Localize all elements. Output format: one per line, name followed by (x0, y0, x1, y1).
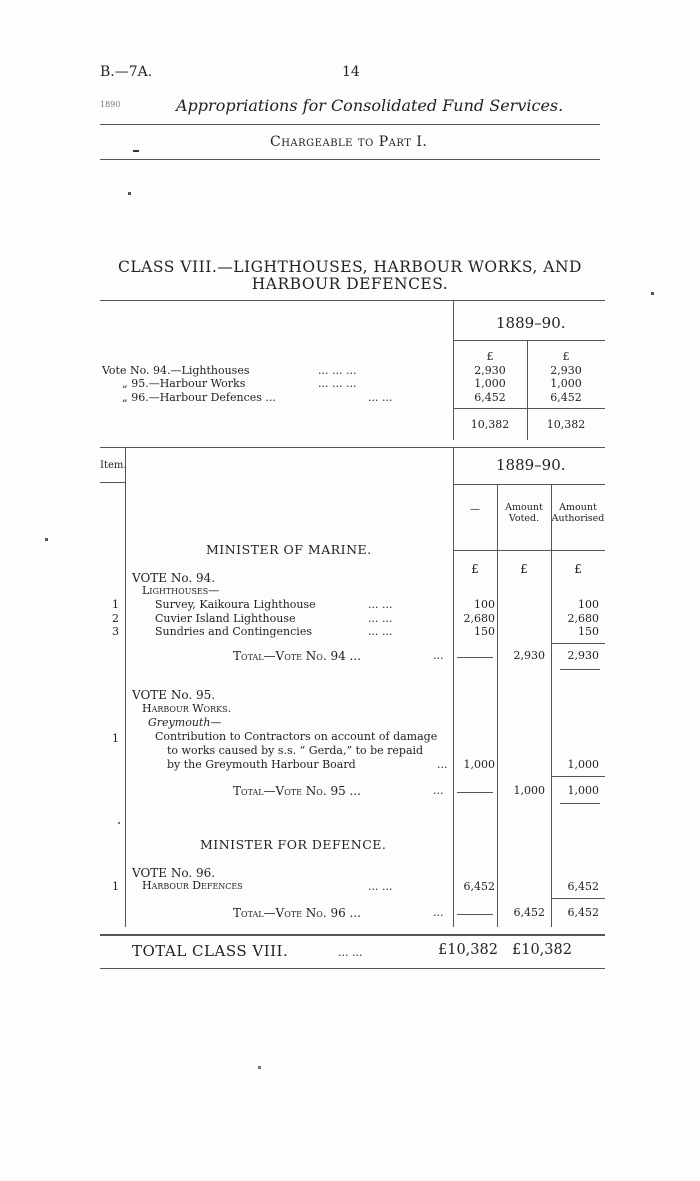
item-dots: ... ... (368, 598, 393, 611)
vote95-description-3: by the Greymouth Harbour Board (167, 758, 356, 771)
vote96-total-label: Total—Vote No. 96 ... (233, 906, 361, 920)
vote95-subheading: Harbour Works. (142, 702, 232, 715)
detail-year-rule (453, 484, 605, 485)
currency-marker: £ (520, 562, 528, 576)
header-rule-1 (100, 124, 600, 125)
page-subtitle: Chargeable to Part I. (270, 134, 428, 150)
item-header: Item. (100, 460, 127, 471)
column-header-rule (453, 550, 605, 551)
page-title: Appropriations for Consolidated Fund Services. (176, 96, 564, 115)
scan-speck (45, 538, 48, 541)
detail-year: 1889–90. (496, 456, 566, 474)
amount-authorised-header-1: Amount (559, 502, 597, 513)
vote94-subheading: Lighthouses— (142, 584, 220, 597)
item-dots: ... ... (368, 625, 393, 638)
amount-authorised-header-2: Authorised (551, 513, 605, 524)
summary-row-dots: ... ... ... (318, 377, 357, 390)
item-amount: 150 (474, 625, 495, 638)
summary-year-rule (453, 340, 605, 341)
item-description: Sundries and Contingencies (155, 625, 312, 638)
header-rule-2 (100, 159, 600, 160)
summary-row-value: 2,930 (474, 364, 506, 377)
page-number: 14 (342, 64, 360, 80)
scan-speck (258, 1066, 261, 1069)
vote96-authorised: 6,452 (567, 906, 599, 919)
vote96-voted: 6,452 (513, 906, 545, 919)
vote94-total-label: Total—Vote No. 94 ... (233, 649, 361, 663)
item-dots: ... ... (368, 612, 393, 625)
vote94-total-dots: ... (433, 649, 444, 662)
vote95-dash-rule (457, 792, 493, 793)
currency-marker: £ (574, 562, 582, 576)
scan-speck (128, 192, 131, 195)
item-amount: 100 (474, 598, 495, 611)
item-amount: 2,680 (463, 612, 495, 625)
summary-total-2: 10,382 (546, 418, 586, 431)
item-authorised: 100 (578, 598, 599, 611)
item-number: 2 (112, 612, 119, 625)
item-amount: 1,000 (463, 758, 495, 771)
vote94-double-rule (560, 669, 600, 670)
amount-voted-header-1: Amount (505, 502, 543, 513)
summary-currency-2: £ (562, 350, 570, 363)
currency-marker: £ (471, 562, 479, 576)
item-number: 1 (112, 598, 119, 611)
vote94-authorised: 2,930 (567, 649, 599, 662)
item-description: Harbour Defences (142, 879, 243, 892)
vote95-sum-rule (551, 776, 605, 777)
grand-total-top-rule (100, 934, 605, 936)
margin-mark: 1890 (100, 100, 121, 109)
summary-row-label: Vote No. 94.—Lighthouses (102, 364, 250, 377)
item-authorised: 2,680 (567, 612, 599, 625)
vote94-sum-rule (551, 643, 605, 644)
item-authorised: 1,000 (567, 758, 599, 771)
summary-row-value: 6,452 (550, 391, 582, 404)
vote94-voted: 2,930 (513, 649, 545, 662)
grand-total-label: TOTAL CLASS VIII. (132, 942, 289, 960)
doc-reference: B.—7A. (100, 64, 153, 80)
amount-column-left (453, 447, 454, 927)
summary-row-value: 6,452 (474, 391, 506, 404)
scan-speck (118, 822, 120, 824)
grand-total-dots: ... ... (338, 946, 363, 959)
vote94-dash-rule (457, 657, 493, 658)
summary-row-value: 1,000 (550, 377, 582, 390)
minister-defence-heading: MINISTER FOR DEFENCE. (200, 837, 387, 852)
scan-speck (133, 150, 139, 152)
item-dots: ... (437, 758, 448, 771)
vote96-dash-rule (457, 914, 493, 915)
scan-speck (651, 292, 654, 295)
detail-top-rule (100, 447, 605, 448)
grand-total-bottom-rule (100, 968, 605, 969)
vote95-double-rule (560, 803, 600, 804)
item-number: 3 (112, 625, 119, 638)
summary-row-value: 2,930 (550, 364, 582, 377)
summary-row-label: „ 95.—Harbour Works (122, 377, 246, 390)
vote95-description-2: to works caused by s.s. “ Gerda,” to be repaid (167, 744, 424, 757)
amount-voted-header-2: Voted. (508, 513, 540, 524)
vote95-title: VOTE No. 95. (132, 688, 216, 702)
vote95-total-label: Total—Vote No. 95 ... (233, 784, 361, 798)
item-dots: ... ... (368, 880, 393, 893)
vote96-title: VOTE No. 96. (132, 866, 216, 880)
summary-row-dots: ... ... (368, 391, 393, 404)
summary-top-rule (100, 300, 605, 301)
item-header-rule (100, 482, 125, 483)
grand-total-authorised: £10,382 (512, 942, 572, 958)
vote95-description-1: Contribution to Contractors on account of damage (155, 730, 438, 743)
summary-row-dots: ... ... ... (318, 364, 357, 377)
vote95-place: Greymouth— (148, 716, 222, 729)
class-title-line2: HARBOUR DEFENCES. (251, 275, 449, 293)
vote95-total-dots: ... (433, 784, 444, 797)
summary-subtotal-rule (453, 408, 605, 409)
summary-currency-1: £ (486, 350, 494, 363)
item-authorised: 6,452 (567, 880, 599, 893)
item-description: Survey, Kaikoura Lighthouse (155, 598, 316, 611)
vote96-total-dots: ... (433, 906, 444, 919)
item-number: 1 (112, 732, 119, 745)
vote95-voted: 1,000 (513, 784, 545, 797)
minister-marine-heading: MINISTER OF MARINE. (206, 542, 372, 557)
summary-total-1: 10,382 (470, 418, 510, 431)
class-title-line1: CLASS VIII.—LIGHTHOUSES, HARBOUR WORKS, AND (118, 258, 582, 276)
vote94-title: VOTE No. 94. (132, 571, 216, 585)
item-description: Cuvier Island Lighthouse (155, 612, 296, 625)
summary-year: 1889–90. (496, 314, 566, 332)
grand-total-voted: £10,382 (438, 942, 498, 958)
item-number: 1 (112, 880, 119, 893)
summary-row-value: 1,000 (474, 377, 506, 390)
item-column-rule (125, 447, 126, 927)
item-authorised: 150 (578, 625, 599, 638)
summary-row-label: „ 96.—Harbour Defences ... (122, 391, 276, 404)
dash-column-header: — (470, 504, 480, 515)
item-amount: 6,452 (463, 880, 495, 893)
vote96-sum-rule (551, 898, 605, 899)
vote95-authorised: 1,000 (567, 784, 599, 797)
